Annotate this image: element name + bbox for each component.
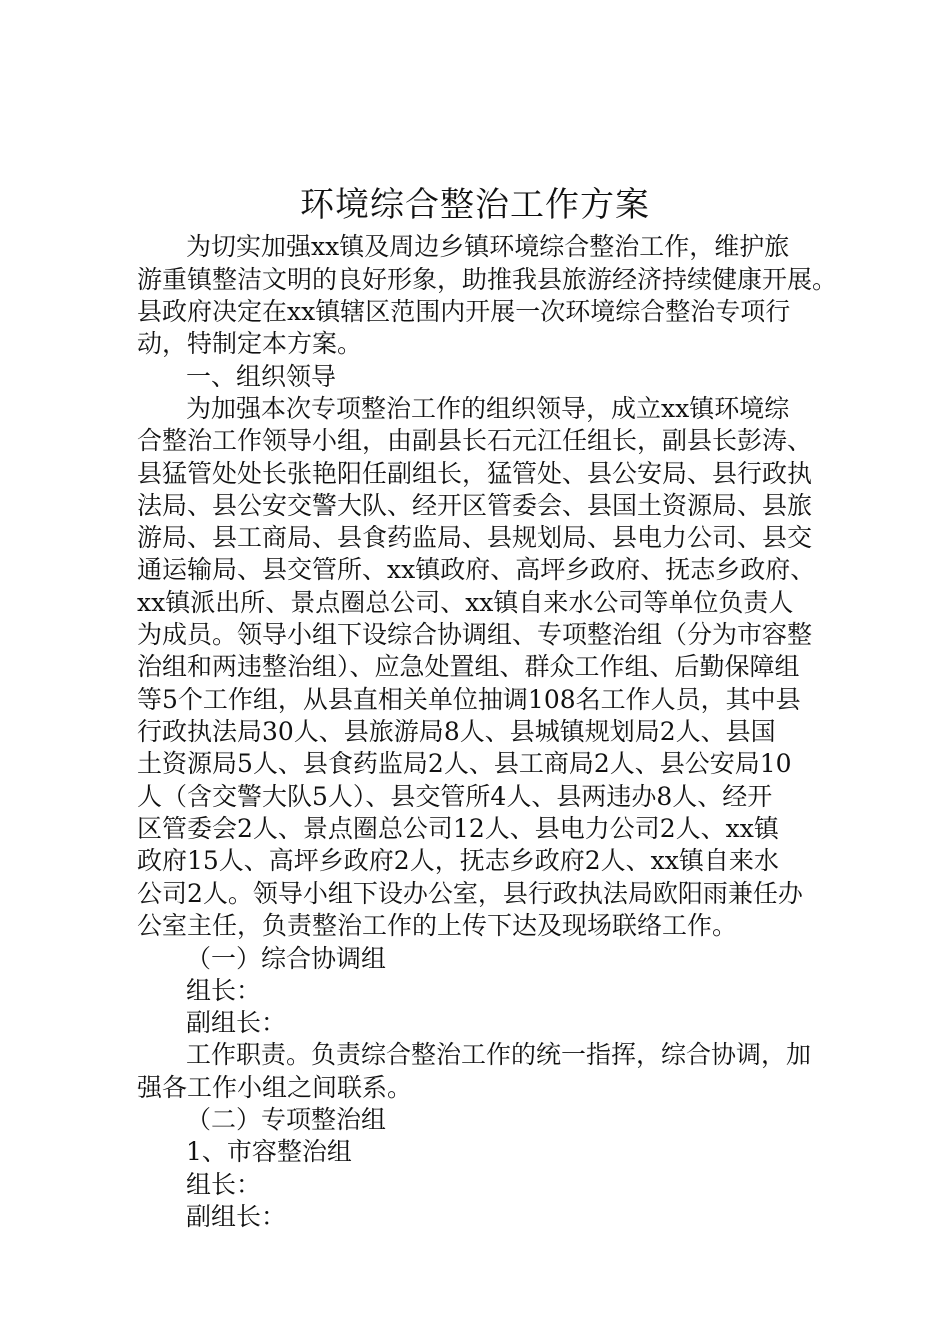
body-line: xx镇派出所、景点圈总公司、xx镇自来水公司等单位负责人 xyxy=(137,588,794,617)
body-line: 县猛管处处长张艳阳任副组长，猛管处、县公安局、县行政执 xyxy=(137,459,813,488)
body-line: 为切实加强xx镇及周边乡镇环境综合整治工作，维护旅 xyxy=(186,232,790,261)
body-line: 等5个工作组，从县直相关单位抽调108名工作人员，其中县 xyxy=(137,685,801,714)
body-line: 动，特制定本方案。 xyxy=(137,329,363,358)
body-line: 为成员。领导小组下设综合协调组、专项整治组（分为市容整 xyxy=(137,620,813,649)
subsection-heading: （一）综合协调组 xyxy=(186,944,387,973)
subsection-heading: （二）专项整治组 xyxy=(186,1105,387,1134)
document-title: 环境综合整治工作方案 xyxy=(300,185,650,225)
body-line: 政府15人、高坪乡政府2人，抚志乡政府2人、xx镇自来水 xyxy=(137,846,779,875)
body-line: 游重镇整洁文明的良好形象，助推我县旅游经济持续健康开展。 xyxy=(137,265,838,294)
body-line: 强各工作小组之间联系。 xyxy=(137,1073,413,1102)
body-line: 行政执法局30人、县旅游局8人、县城镇规划局2人、县国 xyxy=(137,717,776,746)
body-line: 法局、县公安交警大队、经开区管委会、县国土资源局、县旅 xyxy=(137,491,813,520)
body-line: 游局、县工商局、县食药监局、县规划局、县电力公司、县交 xyxy=(137,523,813,552)
subsection-heading: 1、市容整治组 xyxy=(186,1137,352,1166)
body-line: 公司2人。领导小组下设办公室，县行政执法局欧阳雨兼任办 xyxy=(137,879,803,908)
section-heading: 一、组织领导 xyxy=(186,362,337,391)
body-line: 为加强本次专项整治工作的组织领导，成立xx镇环境综 xyxy=(186,394,790,423)
body-line: 副组长： xyxy=(186,1008,287,1037)
body-line: 区管委会2人、景点圈总公司12人、县电力公司2人、xx镇 xyxy=(137,814,779,843)
body-line: 县政府决定在xx镇辖区范围内开展一次环境综合整治专项行 xyxy=(137,297,791,326)
body-line: 土资源局5人、县食药监局2人、县工商局2人、县公安局10 xyxy=(137,749,792,778)
body-line: 工作职责。负责综合整治工作的统一指挥，综合协调，加 xyxy=(186,1040,812,1069)
body-line: 副组长： xyxy=(186,1202,287,1231)
body-line: 组长： xyxy=(186,1170,262,1199)
body-line: 合整治工作领导小组，由副县长石元江任组长，副县长彭涛、 xyxy=(137,426,813,455)
body-line: 通运输局、县交管所、xx镇政府、高坪乡政府、抚志乡政府、 xyxy=(137,555,816,584)
body-line: 公室主任，负责整治工作的上传下达及现场联络工作。 xyxy=(137,911,738,940)
body-line: 治组和两违整治组）、应急处置组、群众工作组、后勤保障组 xyxy=(137,652,800,681)
body-line: 人（含交警大队5人）、县交管所4人、县两违办8人、经开 xyxy=(137,782,773,811)
body-line: 组长： xyxy=(186,976,262,1005)
